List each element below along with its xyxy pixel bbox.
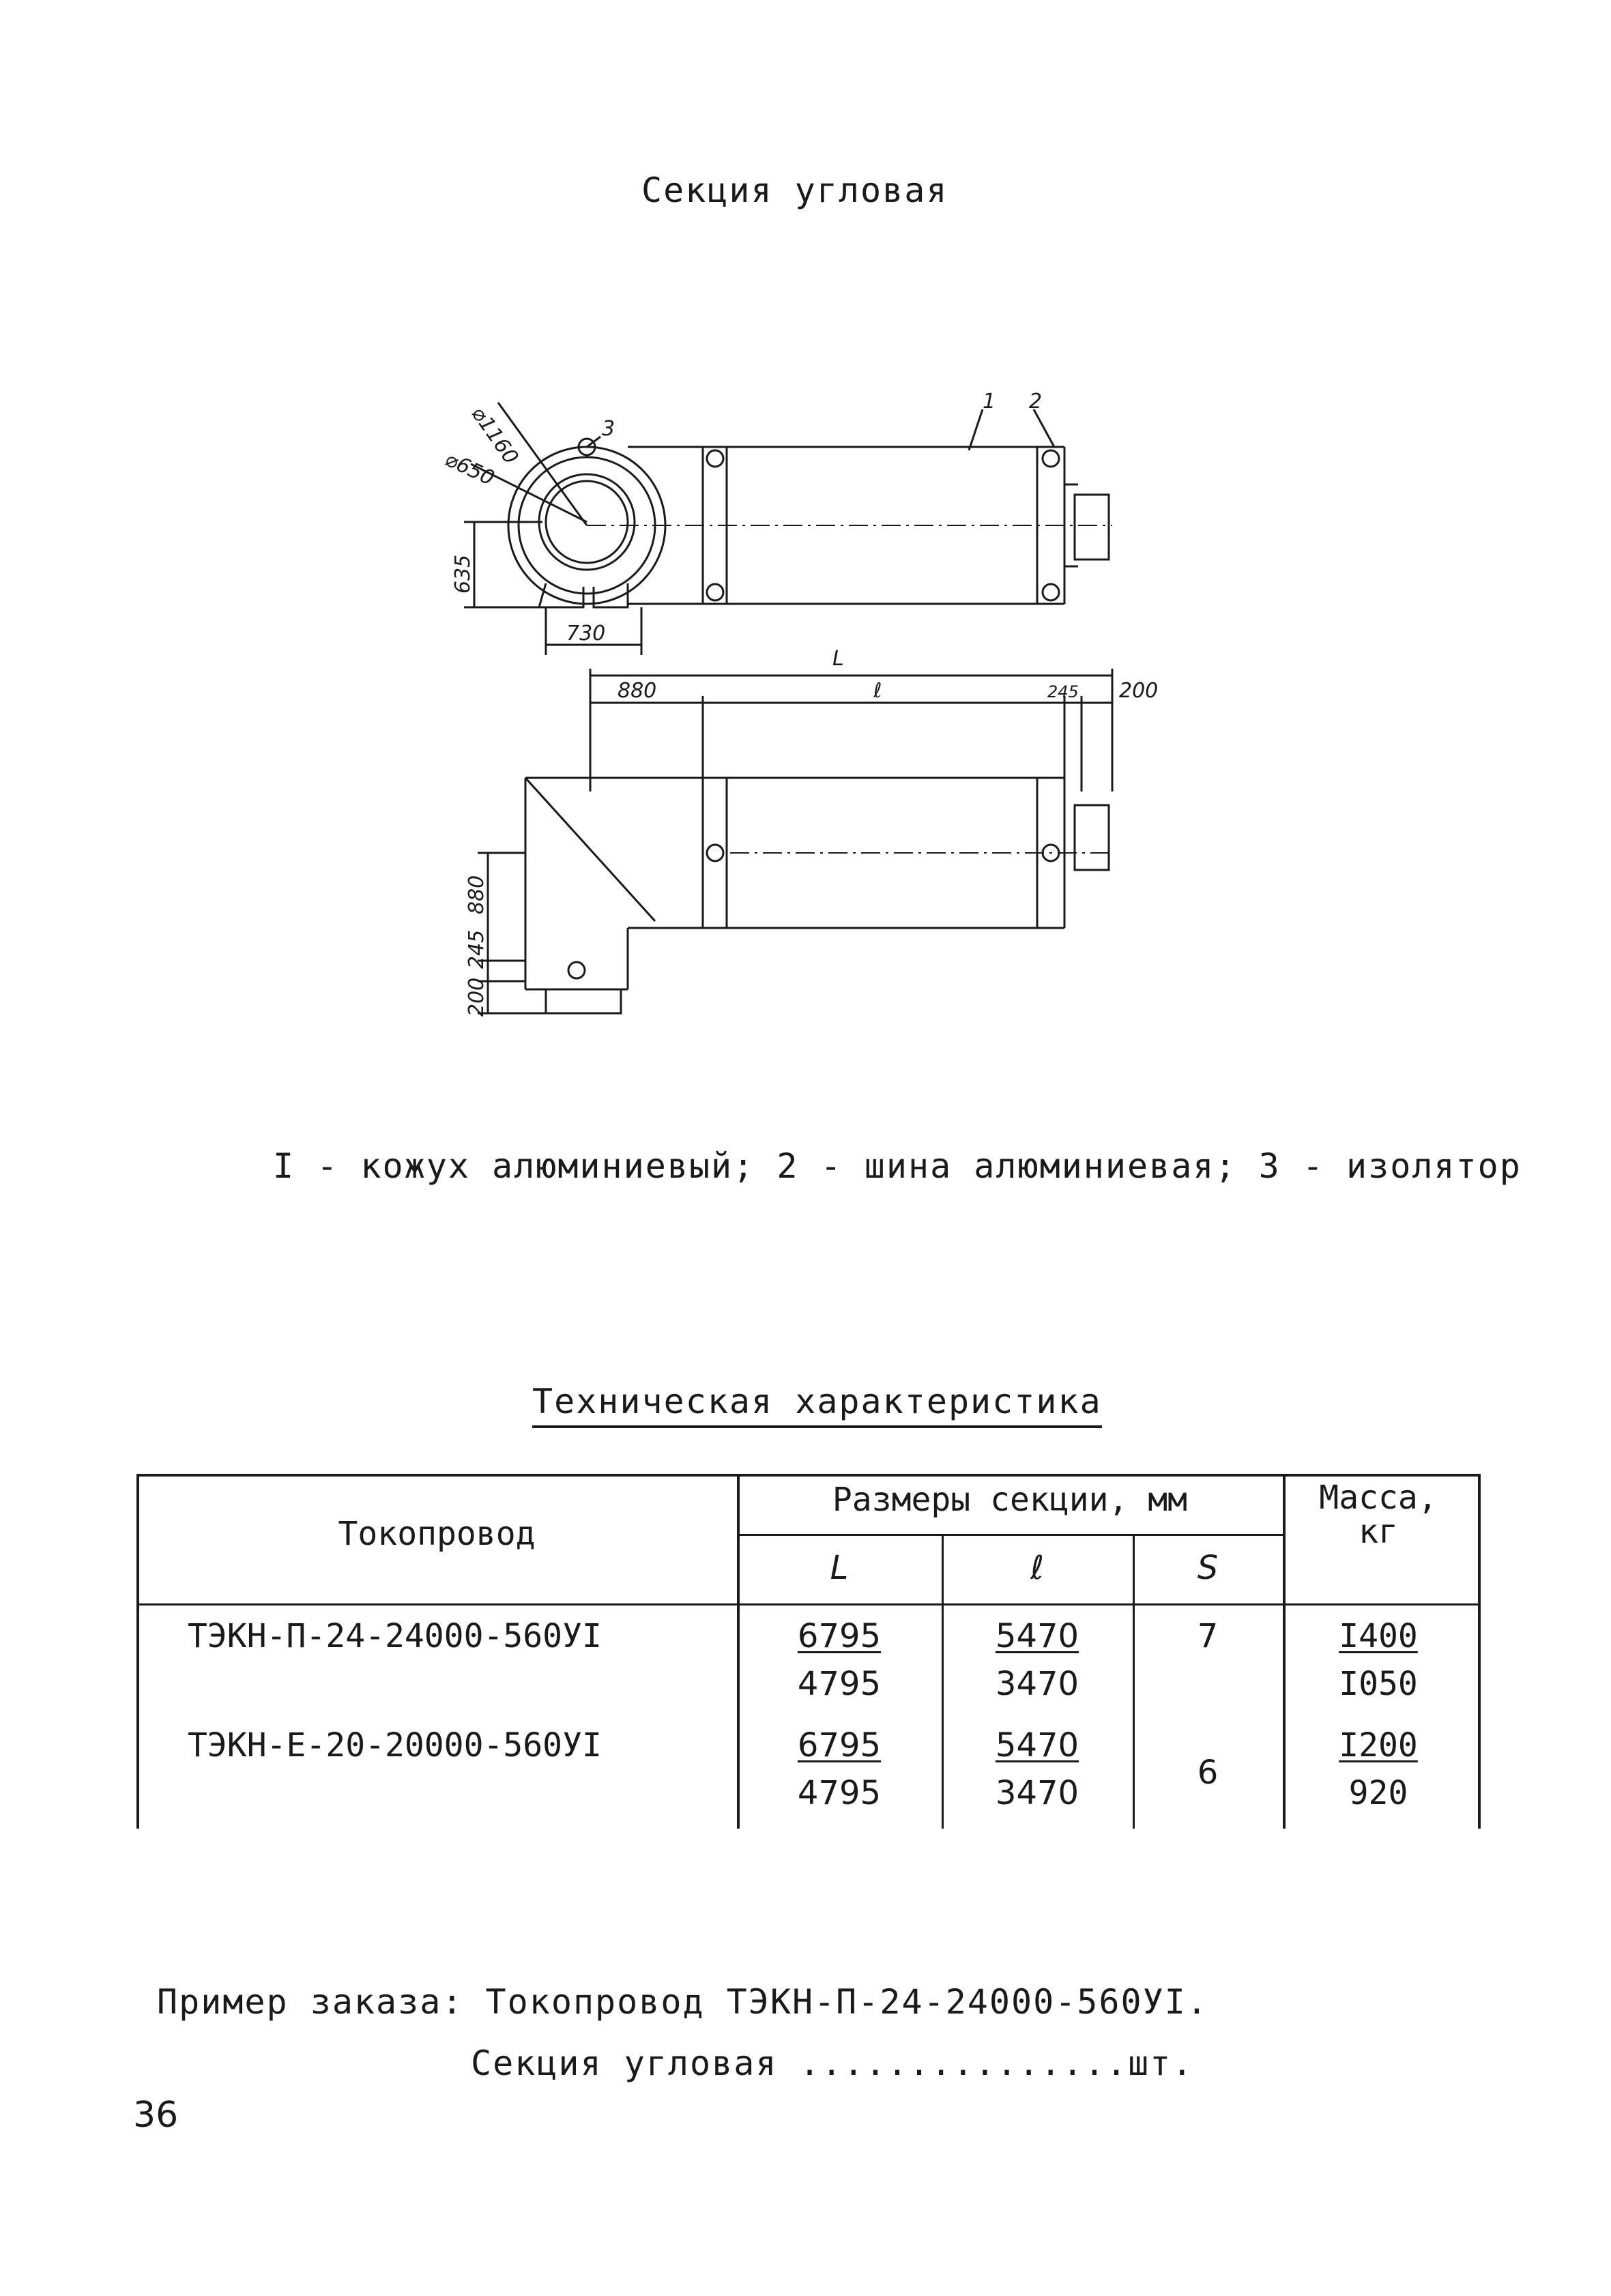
dim-v880: 880	[465, 875, 489, 914]
tech-table	[136, 1474, 1481, 1829]
row1-l1: 5470	[995, 1617, 1079, 1655]
row2-m2: 920	[1348, 1774, 1408, 1812]
tech-title: Техническая характеристика	[532, 1382, 1102, 1428]
page-number: 36	[133, 2095, 179, 2136]
row2-name: ТЭКН-Е-20-20000-560УI	[188, 1726, 602, 1764]
row2-S: 6	[1197, 1754, 1219, 1792]
dim-v245: 245	[465, 929, 489, 969]
dim-v200: 200	[465, 977, 489, 1017]
dim-730: 730	[566, 622, 606, 645]
dim-635: 635	[451, 554, 475, 594]
row1-name: ТЭКН-П-24-24000-560УI	[188, 1617, 602, 1655]
order-example-line2: Секция угловая ...............шт.	[471, 2044, 1194, 2083]
callout-2: 2	[1029, 390, 1043, 413]
miter-diagonal	[525, 778, 655, 921]
top-view	[464, 403, 1112, 655]
dim-880: 880	[618, 679, 657, 703]
row1-l2: 3470	[995, 1665, 1079, 1703]
row2-m1: I200	[1339, 1726, 1418, 1764]
dim-200: 200	[1119, 679, 1159, 703]
row2-L1: 6795	[797, 1726, 882, 1764]
bottom-view	[478, 669, 1112, 1013]
row1-L1: 6795	[797, 1617, 882, 1655]
row1-L2: 4795	[797, 1665, 882, 1703]
header-mass: Масса, кг	[1319, 1479, 1438, 1551]
row2-l2: 3470	[995, 1774, 1079, 1812]
dim-l: ℓ	[873, 679, 882, 703]
header-l: ℓ	[1030, 1549, 1044, 1587]
dim-d1160: ⌀1160	[466, 402, 523, 469]
row1-m1: I400	[1339, 1617, 1418, 1655]
header-S: S	[1197, 1549, 1219, 1587]
dim-245: 245	[1047, 682, 1079, 701]
row1-S: 7	[1197, 1617, 1219, 1655]
dim-L: L	[832, 647, 844, 671]
row1-m2: I050	[1339, 1665, 1418, 1703]
callout-1: 1	[983, 390, 996, 413]
header-conductor: Токопровод	[338, 1515, 536, 1553]
page-title: Секция угловая	[641, 171, 948, 210]
header-L: L	[830, 1549, 849, 1587]
row2-l1: 5470	[995, 1726, 1079, 1764]
dim-d650: ⌀650	[441, 447, 498, 491]
order-example-line1: Пример заказа: Токопровод ТЭКН-П-24-24000-560УI.	[157, 1982, 1208, 2022]
header-sizes: Размеры секции, мм	[832, 1481, 1188, 1519]
legend: I - кожух алюминиевый; 2 - шина алюминиевая; 3 - изолятор	[273, 1146, 1522, 1186]
technical-drawing	[423, 382, 1215, 1071]
row2-L2: 4795	[797, 1774, 882, 1812]
callout-3: 3	[602, 417, 615, 441]
